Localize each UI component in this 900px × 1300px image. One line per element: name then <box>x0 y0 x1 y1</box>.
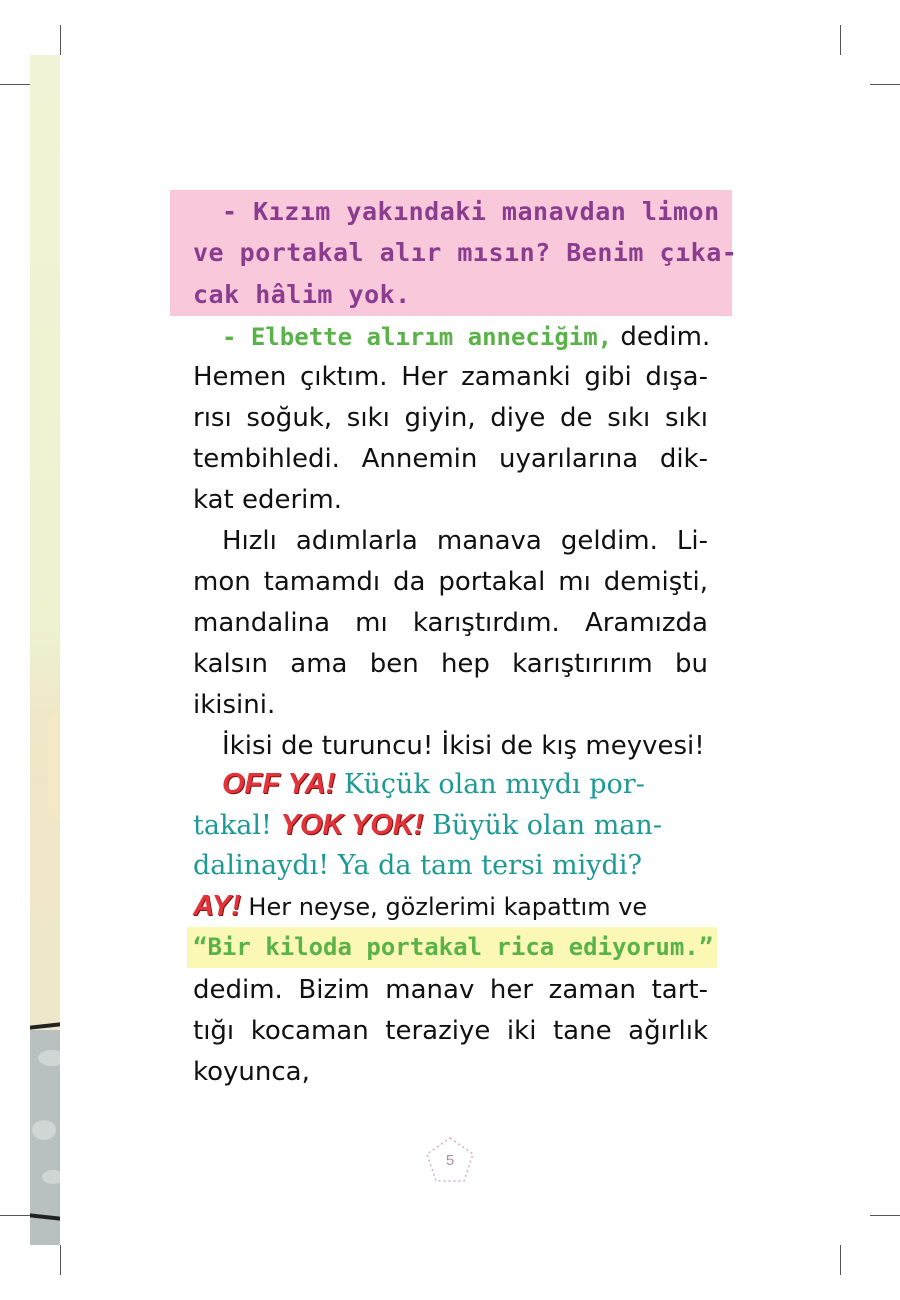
body-line: tembihledi. Annemin uyarılarına dik- <box>193 444 708 474</box>
exclaim-yok: YOK YOK! <box>280 809 424 841</box>
page-number-badge <box>424 1135 476 1185</box>
crop-mark <box>60 25 61 55</box>
body-line: kat ederim. <box>193 485 342 515</box>
body-line: kalsın ama ben hep karıştırırım bu <box>193 649 708 679</box>
thought-line-1: OFF YA! Küçük olan mıydı por- <box>222 768 645 800</box>
crop-mark <box>840 1245 841 1275</box>
body-line: tığı kocaman teraziye iki tane ağırlık <box>193 1016 708 1046</box>
body-line: mon tamamdı da portakal mı demişti, <box>193 567 708 597</box>
body-line: Hızlı adımlarla manava geldim. Li- <box>222 526 708 556</box>
mother-line-3: cak hâlim yok. <box>193 280 411 309</box>
body-line: ikisini. <box>193 690 276 720</box>
body-line: dedim. Bizim manav her zaman tart- <box>193 975 708 1005</box>
body-line: koyunca, <box>193 1057 310 1087</box>
crop-mark <box>0 1215 30 1216</box>
mother-line-1: - Kızım yakındaki manavdan limon <box>222 197 720 226</box>
illustration-edge <box>30 55 60 1245</box>
mother-line-2: ve portakal alır mısın? Benim çıka- <box>193 238 738 267</box>
page-number: 5 <box>445 1152 455 1169</box>
body-line: Hemen çıktım. Her zamanki gibi dışa- <box>193 362 708 392</box>
body-line: rısı soğuk, sıkı giyin, diye de sıkı sıkı <box>193 403 708 433</box>
body-line: İkisi de turuncu! İkisi de kış meyvesi! <box>222 731 705 761</box>
crop-mark <box>840 25 841 55</box>
thought-line-4: AY! Her neyse, gözlerimi kapattım ve <box>193 890 648 922</box>
crop-mark <box>0 84 30 85</box>
illustration-shape <box>48 710 60 820</box>
crop-mark <box>870 84 900 85</box>
exclaim-off: OFF YA! <box>222 768 336 800</box>
thought-line-3: dalinaydı! Ya da tam tersi miydi? <box>193 850 642 881</box>
body-line: mandalina mı karıştırdım. Aramızda <box>193 608 708 638</box>
illustration-ground <box>30 1030 60 1245</box>
quote-line: “Bir kiloda portakal rica ediyorum.” <box>193 933 714 961</box>
thought-line-2: takal! YOK YOK! Büyük olan man- <box>193 809 662 841</box>
reply-line: - Elbette alırım anneciğim, dedim. <box>222 322 711 352</box>
exclaim-ay: AY! <box>193 890 241 922</box>
crop-mark <box>60 1245 61 1275</box>
crop-mark <box>870 1215 900 1216</box>
